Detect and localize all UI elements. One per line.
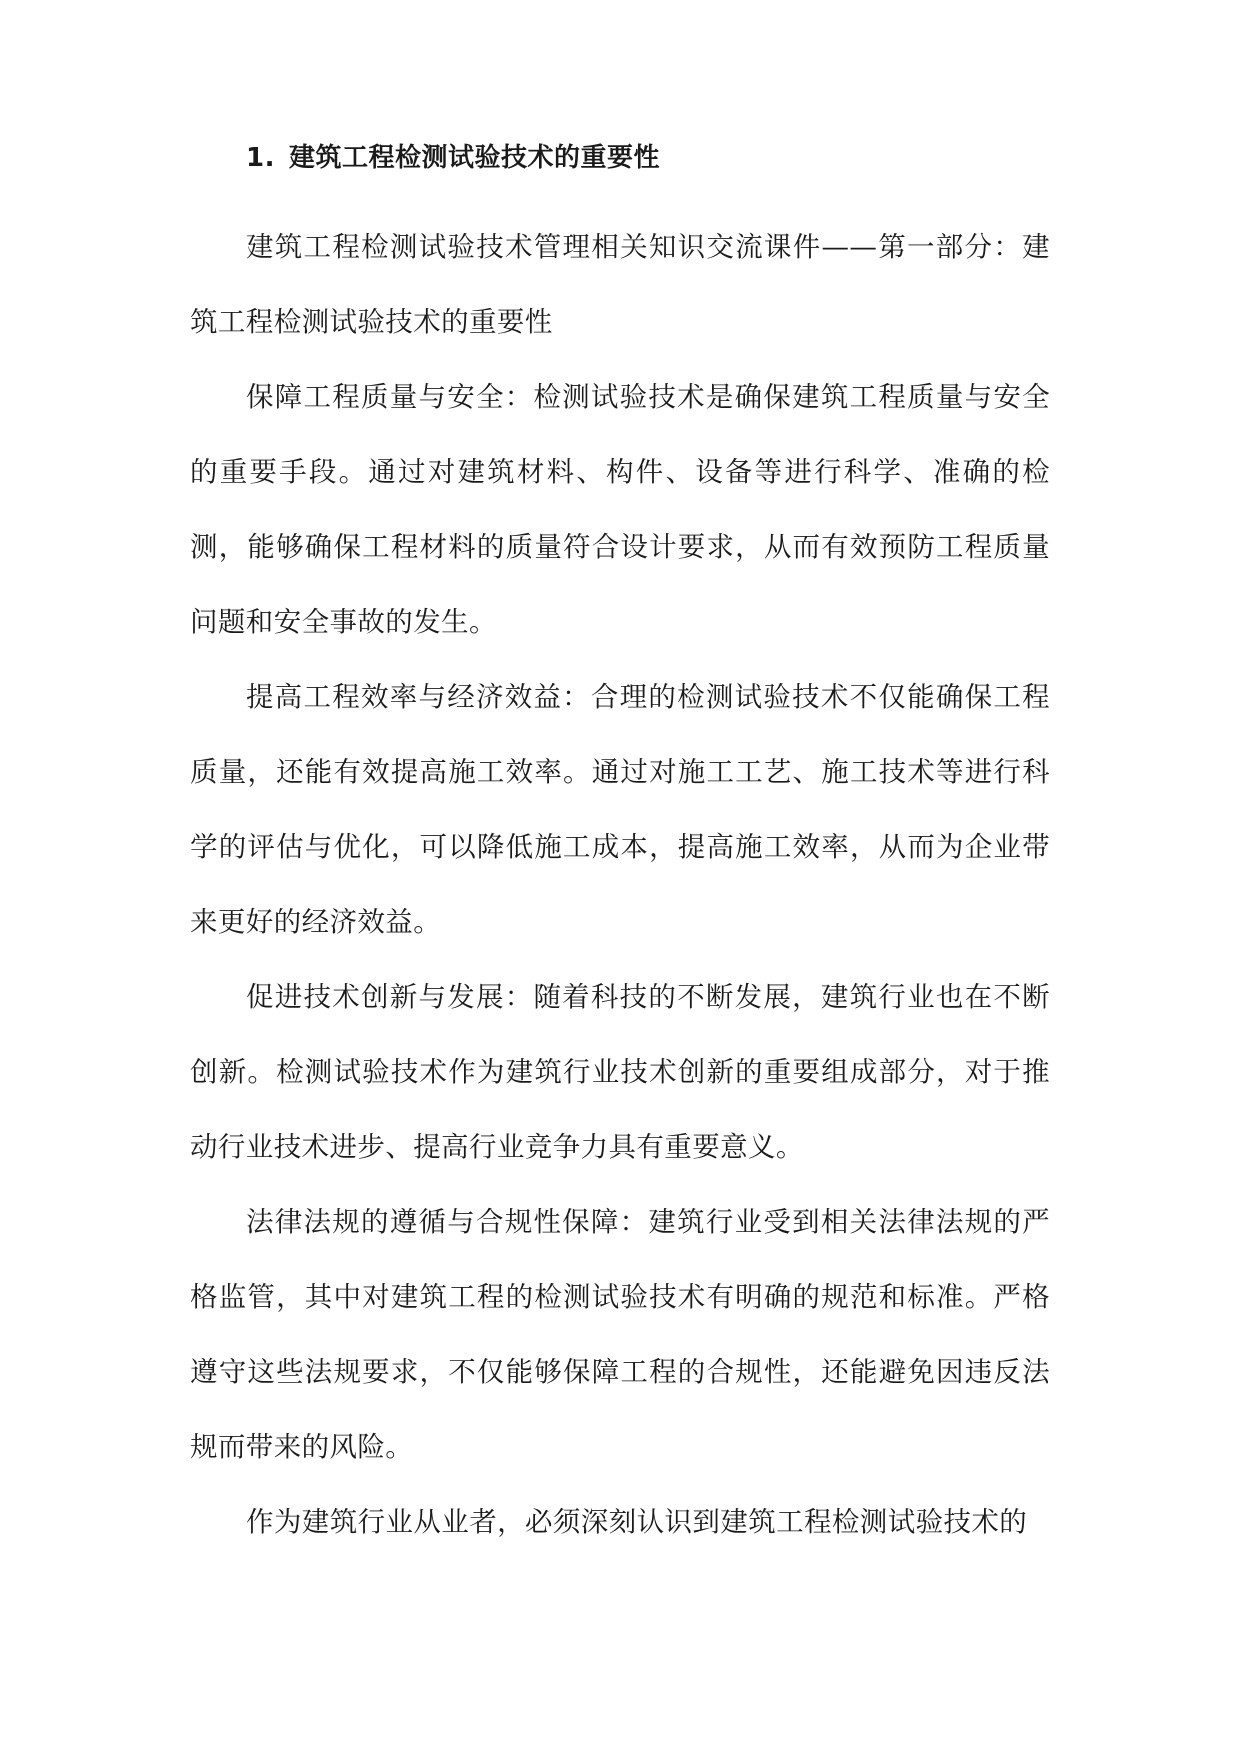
paragraph-compliance: 法律法规的遵循与合规性保障：建筑行业受到相关法律法规的严格监管，其中对建筑工程的检测试验技术有明确的规范和标准。严格遵守这些法规要求，不仅能够保障工程的合规性，还能避免因违反法规而带来的风险。	[190, 1206, 1050, 1463]
document-body	[190, 140, 1050, 1560]
paragraph-innovation: 促进技术创新与发展：随着科技的不断发展，建筑行业也在不断创新。检测试验技术作为建筑行业技术创新的重要组成部分，对于推动行业技术进步、提高行业竞争力具有重要意义。	[190, 981, 1050, 1163]
section-number: 1.	[246, 143, 275, 173]
section-heading	[246, 140, 1050, 176]
paragraph-conclusion: 作为建筑行业从业者，必须深刻认识到建筑工程检测试验技术的	[246, 1506, 1028, 1538]
paragraph-efficiency-economy: 提高工程效率与经济效益：合理的检测试验技术不仅能确保工程质量，还能有效提高施工效率。通过对施工工艺、施工技术等进行科学的评估与优化，可以降低施工成本，提高施工效率，从而为企业带来更好的经济效益。	[190, 681, 1050, 938]
paragraph-quality-safety: 保障工程质量与安全：检测试验技术是确保建筑工程质量与安全的重要手段。通过对建筑材料、构件、设备等进行科学、准确的检测，能够确保工程材料的质量符合设计要求，从而有效预防工程质量问题和安全事故的发生。	[190, 381, 1050, 638]
section-title: 建筑工程检测试验技术的重要性	[288, 143, 660, 173]
paragraph-intro: 建筑工程检测试验技术管理相关知识交流课件——第一部分：建筑工程检测试验技术的重要性	[190, 231, 1050, 338]
